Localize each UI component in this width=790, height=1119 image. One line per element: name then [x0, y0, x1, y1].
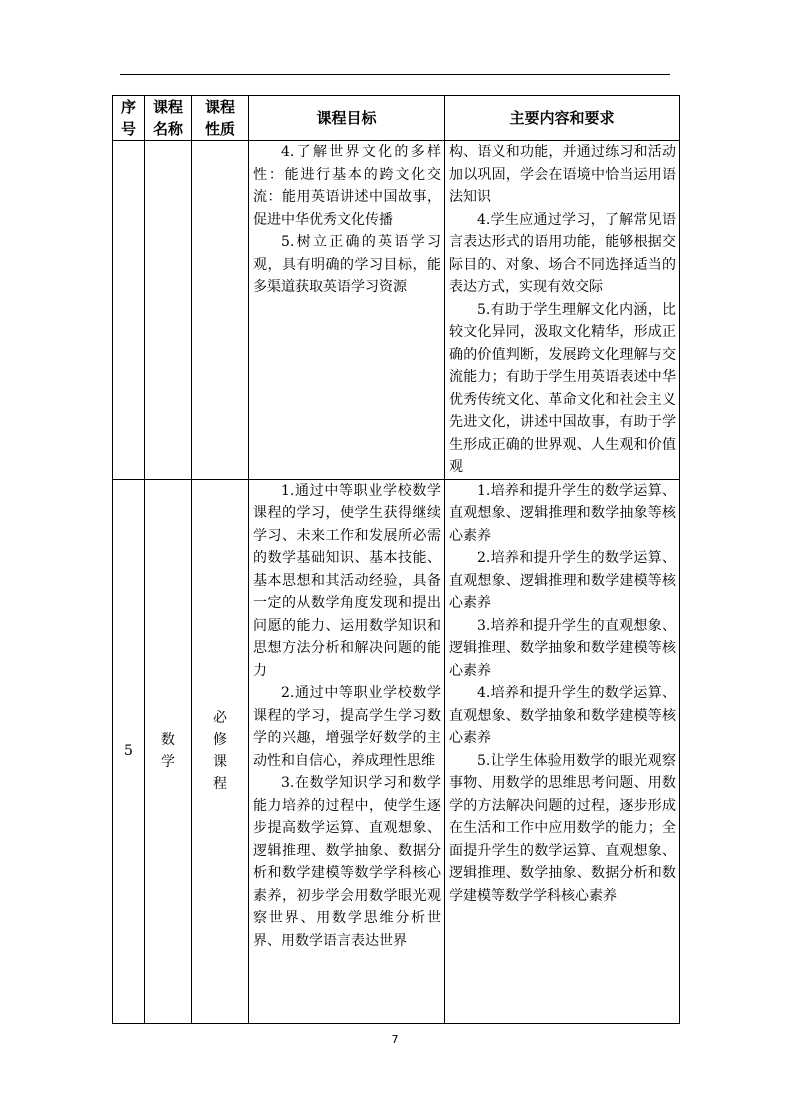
content-item: 4.培养和提升学生的数学运算、直观想象、数学抽象和数学建模等核心素养	[449, 685, 676, 746]
goal-item: 1.通过中等职业学校数学课程的学习，使学生获得继续学习、未来工作和发展所必需的数学基础知识、基本技能、基本思想和其活动经验，具备一定的从数学角度发现和提出问愿的能力、运用数学知识和思想方法分析和解决问题的能力	[253, 482, 441, 679]
table-header-row	[113, 96, 680, 141]
cell-name	[145, 141, 192, 480]
cell-goals	[249, 479, 445, 1023]
content-item: 3.培养和提升学生的直观想象、逻辑推理、数学抽象和数学建模等核心素养	[449, 617, 676, 679]
table-row	[113, 479, 680, 1023]
cell-name: 数学	[145, 479, 192, 1023]
header-no: 序号	[113, 96, 145, 141]
page-number: 7	[391, 1033, 399, 1046]
goal-item: 3.在数学知识学习和数学能力培养的过程中，使学生逐步提高数学运算、直观想象、逻辑推理、数学抽象、数据分析和数学建模等数学学科核心素养，初步学会用数学眼光观察世界、用数学思维分析世界、用数学语言表达世界	[253, 775, 441, 949]
header-name: 课程名称	[145, 96, 192, 141]
content-item: 4.学生应通过学习，了解常见语言表达形式的语用功能，能够根据交际目的、对象、场合不同选择适当的表达方式，实现有效交际	[449, 211, 676, 295]
content-item: 2.培养和提升学生的数学运算、直观想象、逻辑推理和数学建模等核心素养	[449, 550, 676, 611]
content-item: 构、语义和功能，并通过练习和活动加以巩固，学会在语境中恰当运用语法知识	[449, 144, 676, 205]
cell-nature: 必修课程	[192, 479, 249, 1023]
content-item: 5.有助于学生理解文化内涵，比较文化异同，汲取文化精华，形成正确的价值判断，发展跨文化理解与交流能力；有助于学生用英语表述中华优秀传统文化、革命文化和社会主义先进文化，讲述中国故事，有助于学生形成正确的世界观、人生观和价值观	[449, 301, 676, 475]
header-content: 主要内容和要求	[445, 96, 680, 141]
cell-goals	[249, 141, 445, 480]
goal-item: 5.树立正确的英语学习观，具有明确的学习目标，能多渠道获取英语学习资源	[253, 234, 441, 295]
cell-content	[445, 479, 680, 1023]
content-item: 5.让学生体验用数学的眼光观察事物、用数学的思维思考问题、用数学的方法解决问题的过程，逐步形成在生活和工作中应用数学的能力；全面提升学生的数学运算、直观想象、逻辑推理、数学抽象、数据分析和数学建模等数学学科核心素养	[449, 752, 676, 904]
cell-content	[445, 141, 680, 480]
goal-item: 2.通过中等职业学校数学课程的学习，提高学生学习数学的兴趣，增强学好数学的主动性和自信心，养成理性思维	[253, 685, 441, 769]
header-nature: 课程性质	[192, 96, 249, 141]
course-table	[112, 95, 680, 1024]
table-row	[113, 141, 680, 480]
header-rule	[120, 74, 670, 75]
header-goals: 课程目标	[249, 96, 445, 141]
goal-item: 4.了解世界文化的多样性：能进行基本的跨文化交流：能用英语讲述中国故事，促进中华优秀文化传播	[253, 144, 441, 228]
content-item: 1.培养和提升学生的数学运算、直观想象、逻辑推理和数学抽象等核心素养	[449, 482, 676, 544]
cell-no: 5	[113, 479, 145, 1023]
cell-nature	[192, 141, 249, 480]
cell-no	[113, 141, 145, 480]
